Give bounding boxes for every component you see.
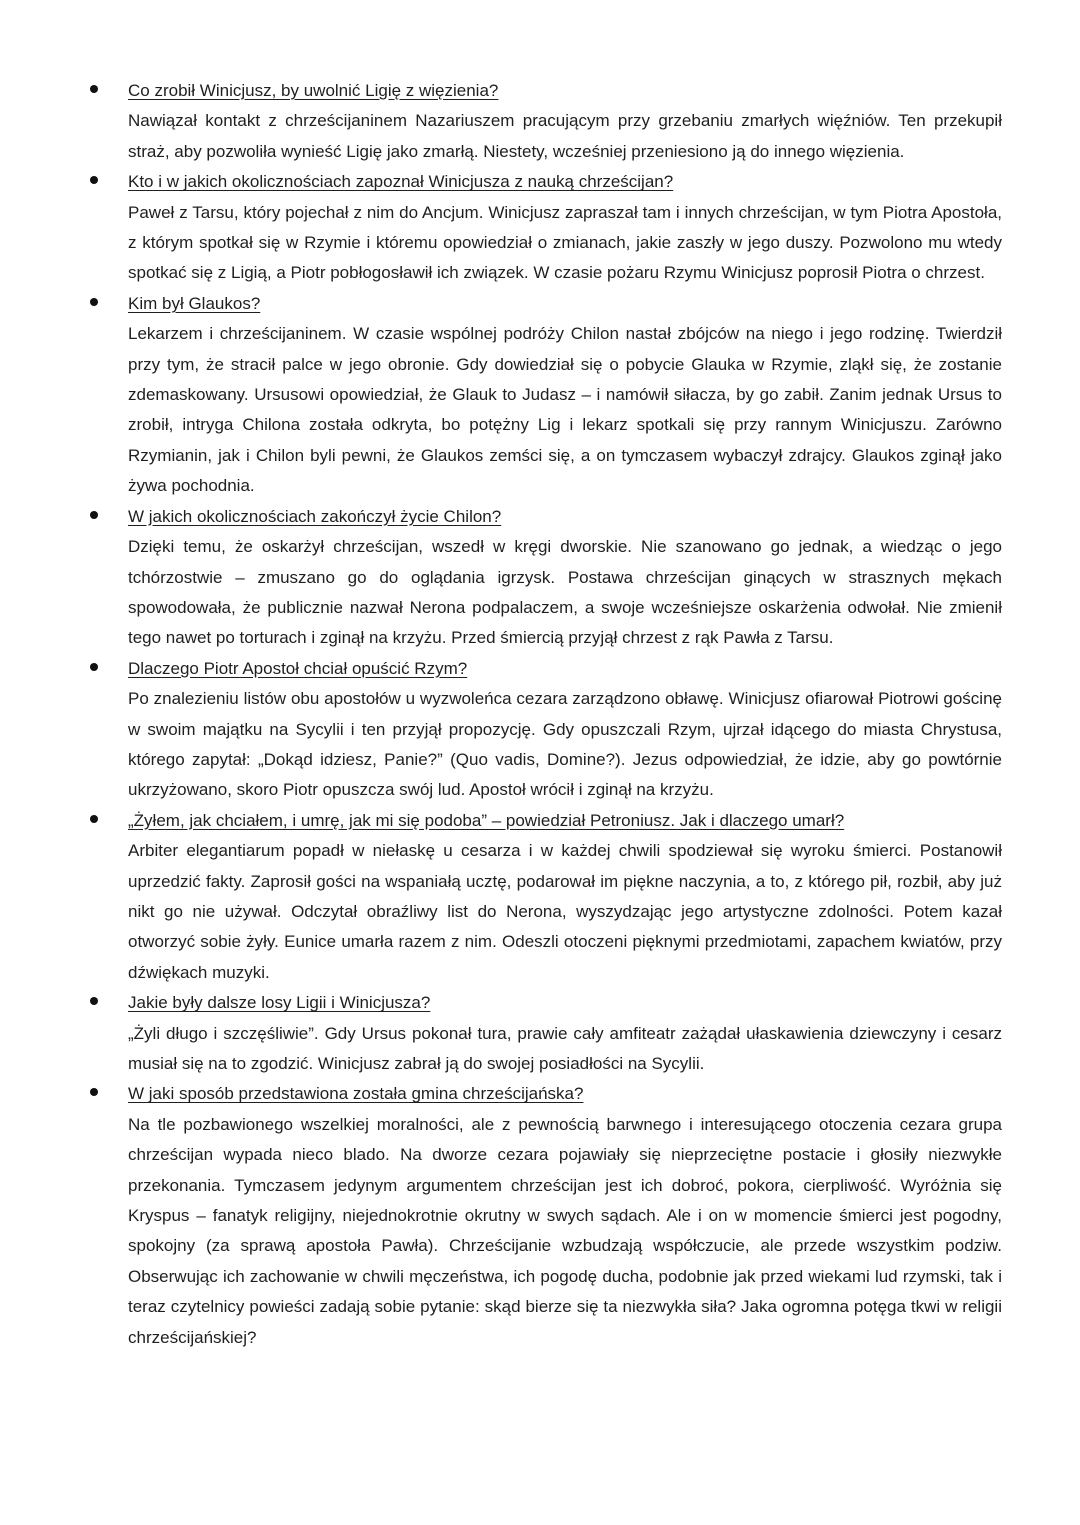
answer-text: Na tle pozbawionego wszelkiej moralności, ale z pewnością barwnego i interesującego otoczenia cezara grupa chrześcijan wypada nieco blado. Na dworze cezara pojawiały się nieprzeciętne postacie i głosiły niezwykłe przekonania. Tymczasem jedynym argumentem chrześcijan jest ich dobroć, pokora, cierpliwość. Wyróżnia się Kryspus – fanatyk religijny, niejednokrotnie okrutny w swych sądach. Ale i on w momencie śmierci jest pogodny, spokojny (za sprawą apostoła Pawła). Chrześcijanie wzbudzają współczucie, ale przede wszystkim podziw. Obserwując ich zachowanie w chwili męczeństwa, ich pogodę ducha, podobnie jak przed wiekami lud rzymski, tak i teraz czytelnicy powieści zadają sobie pytanie: skąd bierze się ta niezwykła siła? Jaka ogromna potęga tkwi w religii chrześcijańskiej? — [128, 1114, 1002, 1347]
qa-item — [128, 167, 1002, 289]
bullet-icon — [90, 298, 98, 306]
qa-item — [128, 806, 1002, 988]
qa-item — [128, 988, 1002, 1079]
answer-text: Lekarzem i chrześcijaninem. W czasie wspólnej podróży Chilon nastał zbójców na niego i jego rodzinę. Twierdził przy tym, że stracił palce w jego obronie. Gdy dowiedział się o pobycie Glauka w Rzymie, zląkł się, że zostanie zdemaskowany. Ursusowi opowiedział, że Glauk to Judasz – i namówił siłacza, by go zabił. Zanim jednak Ursus to zrobił, intryga Chilona została odkryta, bo potężny Lig i lekarz spotkali się przy rannym Winicjuszu. Zarówno Rzymianin, jak i Chilon byli pewni, że Glaukos zemści się, a on tymczasem wybaczył zdrajcy. Glaukos zginął jako żywa pochodnia. — [128, 324, 1002, 496]
qa-item — [128, 289, 1002, 502]
answer-text: Nawiązał kontakt z chrześcijaninem Nazariuszem pracującym przy grzebaniu zmarłych więźniów. Ten przekupił straż, aby pozwoliła wynieść Ligię jako zmarłą. Niestety, wcześniej przeniesiono ją do innego więzienia. — [128, 111, 1002, 161]
bullet-icon — [90, 997, 98, 1005]
question-text: Dlaczego Piotr Apostoł chciał opuścić Rzym? — [128, 658, 468, 678]
bullet-icon — [90, 663, 98, 671]
question-text: Kim był Glaukos? — [128, 293, 261, 313]
question-text: Jakie były dalsze losy Ligii i Winicjusza? — [128, 993, 431, 1013]
bullet-icon — [90, 1088, 98, 1096]
answer-text: Paweł z Tarsu, który pojechał z nim do Ancjum. Winicjusz zapraszał tam i innych chrześcijan, w tym Piotra Apostoła, z którym spotkał się w Rzymie i któremu opowiedział o zmianach, jakie zaszły w jego duszy. Pozwolono mu wtedy spotkać się z Ligią, a Piotr pobłogosławił ich związek. W czasie pożaru Rzymu Winicjusz poprosił Piotra o chrzest. — [128, 202, 1002, 283]
question-text: Kto i w jakich okolicznościach zapoznał Winicjusza z nauką chrześcijan? — [128, 172, 674, 192]
qa-item — [128, 76, 1002, 167]
question-text: Co zrobił Winicjusz, by uwolnić Ligię z więzienia? — [128, 81, 499, 100]
question-text: W jakich okolicznościach zakończył życie Chilon? — [128, 506, 502, 526]
answer-text: Po znalezieniu listów obu apostołów u wyzwoleńca cezara zarządzono obławę. Winicjusz ofiarował Piotrowi gościnę w swoim majątku na Sycylii i ten przyjął propozycję. Gdy opuszczali Rzym, ujrzał idącego do miasta Chrystusa, którego zapytał: „Dokąd idziesz, Panie?” (Quo vadis, Domine?). Jezus odpowiedział, że idzie, aby go powtórnie ukrzyżowano, skoro Piotr opuszcza swój lud. Apostoł wrócił i zginął na krzyżu. — [128, 689, 1002, 800]
bullet-icon — [90, 176, 98, 184]
qa-item — [128, 654, 1002, 806]
qa-item — [128, 502, 1002, 654]
question-text: „Żyłem, jak chciałem, i umrę, jak mi się podoba” – powiedział Petroniusz. Jak i dlaczego umarł? — [128, 810, 845, 830]
question-answer-list — [128, 76, 1002, 1353]
answer-text: Arbiter elegantiarum popadł w niełaskę u cesarza i w każdej chwili spodziewał się wyroku śmierci. Postanowił uprzedzić fakty. Zaprosił gości na wspaniałą ucztę, podarował im piękne naczynia, a to, z którego pił, rozbił, aby już nikt go nie używał. Odczytał obraźliwy list do Nerona, wyszydzając jego artystyczne zdolności. Potem kazał otworzyć sobie żyły. Eunice umarła razem z nim. Odeszli otoczeni pięknymi przedmiotami, zapachem kwiatów, przy dźwiękach muzyki. — [128, 841, 1002, 982]
answer-text: Dzięki temu, że oskarżył chrześcijan, wszedł w kręgi dworskie. Nie szanowano go jednak, a wiedząc o jego tchórzostwie – zmuszano go do oglądania igrzysk. Postawa chrześcijan ginących w strasznych mękach spowodowała, że publicznie nazwał Nerona podpalaczem, a swoje wcześniejsze oskarżenia odwołał. Nie zmienił tego nawet po torturach i zginął na krzyżu. Przed śmiercią przyjął chrzest z rąk Pawła z Tarsu. — [128, 537, 1002, 648]
answer-text: „Żyli długo i szczęśliwie”. Gdy Ursus pokonał tura, prawie cały amfiteatr zażądał ułaskawienia dziewczyny i cesarz musiał się na to zgodzić. Winicjusz zabrał ją do swojej posiadłości na Sycylii. — [128, 1023, 1002, 1073]
qa-item — [128, 1079, 1002, 1353]
question-text: W jaki sposób przedstawiona została gmina chrześcijańska? — [128, 1084, 584, 1104]
bullet-icon — [90, 511, 98, 519]
bullet-icon — [90, 85, 98, 93]
bullet-icon — [90, 815, 98, 823]
